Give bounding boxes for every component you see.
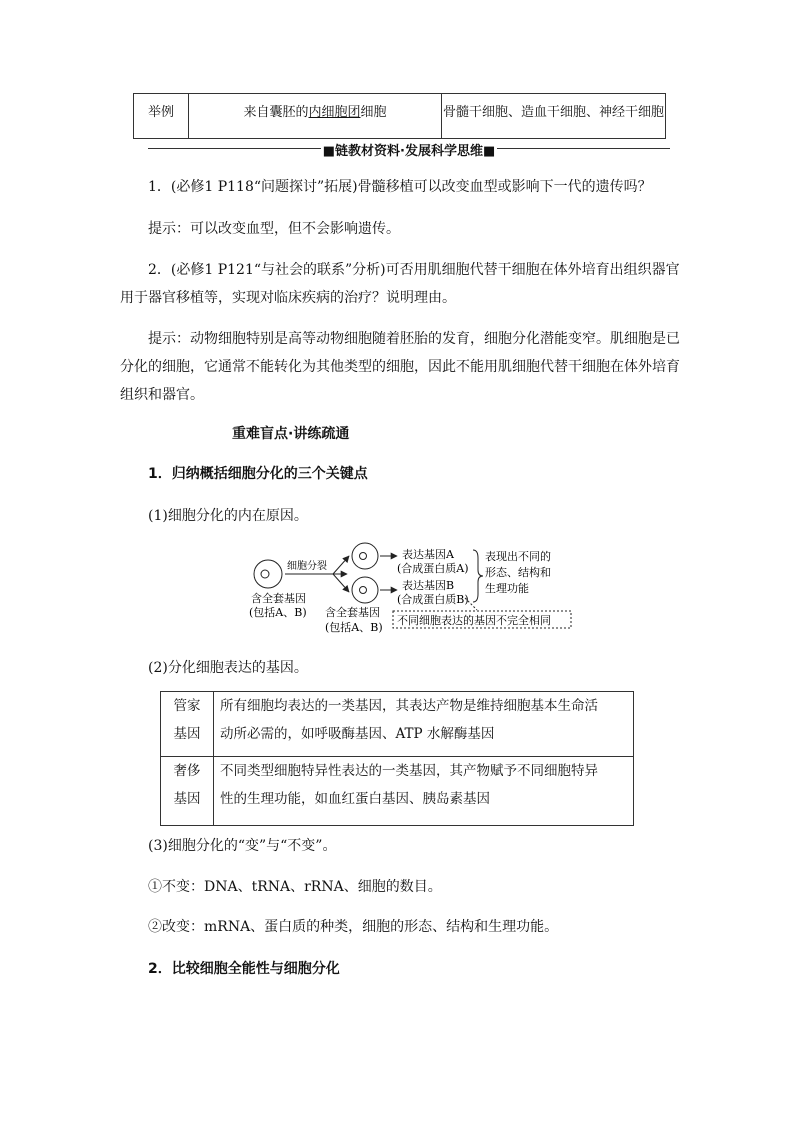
result-line-1: 表现出不同的 [485, 550, 551, 563]
protein-a-label: (合成蛋白质A) [397, 562, 469, 575]
example-header: 举例 [134, 94, 189, 138]
note-text: 不同细胞表达的基因不完全相同 [397, 614, 551, 627]
point-1-sub-3: (3)细胞分化的“变”与“不变”。 [148, 838, 337, 854]
parent-caption-2: (包括A、B) [249, 606, 307, 619]
table-row [161, 757, 634, 826]
division-label: 细胞分裂 [287, 561, 327, 572]
cell-differentiation-diagram [245, 540, 585, 640]
question-2: 2．(必修1 P121“与社会的联系”分析)可否用肌细胞代替干细胞在体外培育出组织器官用于器官移植等，实现对临床疾病的治疗？说明理由。 [120, 262, 680, 306]
hint-2: 提示：动物细胞特别是高等动物细胞随着胚胎的发育，细胞分化潜能变窄。肌细胞是已分化的细胞，它通常不能转化为其他类型的细胞，因此不能用肌细胞代替干细胞在体外培育组织和器官。 [120, 331, 680, 403]
point-2-title: 2．比较细胞全能性与细胞分化 [148, 961, 340, 977]
table-row [161, 692, 634, 757]
daughter-cell-a-icon [352, 543, 378, 569]
luxury-gene-desc: 不同类型细胞特异性表达的一类基因，其产物赋予不同细胞特异 性的生理功能，如血红蛋白基因、胰岛素基因 [214, 757, 634, 826]
changed-list: ②改变：mRNA、蛋白质的种类，细胞的形态、结构和生理功能。 [148, 919, 559, 935]
express-b-label: 表达基因B [402, 579, 455, 592]
result-line-3: 生理功能 [485, 582, 529, 595]
question-1: 1．(必修1 P118“问题探讨”拓展)骨髓移植可以改变血型或影响下一代的遗传吗？ [148, 179, 652, 195]
parent-caption-1: 含全套基因 [251, 592, 306, 605]
express-a-label: 表达基因A [402, 548, 454, 561]
housekeeping-gene-header: 管家 基因 [161, 692, 214, 757]
point-1-sub-1: (1)细胞分化的内在原因。 [148, 508, 308, 524]
point-1-sub-2: (2)分化细胞表达的基因。 [148, 660, 308, 676]
hint-1: 提示：可以改变血型，但不会影响遗传。 [148, 221, 400, 237]
example-table [133, 93, 666, 139]
unchanged-list: ①不变：DNA、tRNA、rRNA、细胞的数目。 [148, 879, 442, 895]
adult-stem-example: 骨髓干细胞、造血干细胞、神经干细胞 [442, 105, 664, 120]
brace-icon [473, 550, 483, 602]
daughter-caption-2: (包括A、B) [325, 621, 383, 634]
daughter-cell-b-icon [352, 577, 378, 603]
gene-table [160, 691, 634, 826]
protein-b-label: (合成蛋白质B) [397, 593, 469, 606]
point-1-title: 1．归纳概括细胞分化的三个关键点 [148, 466, 368, 482]
parent-cell-icon [254, 560, 282, 588]
section-divider [148, 140, 670, 159]
inner-cell-mass-text: 内细胞团 [308, 105, 361, 120]
result-line-2: 形态、结构和 [485, 566, 551, 579]
luxury-gene-header: 奢侈 基因 [161, 757, 214, 826]
section-title: ■链教材资料·发展科学思维■ [322, 144, 496, 159]
daughter-caption-1: 含全套基因 [325, 606, 380, 619]
embryonic-stem-example: 来自囊胚的内细胞团细胞 [189, 94, 442, 138]
subheading: 重难盲点·讲练疏通 [232, 426, 350, 442]
housekeeping-gene-desc: 所有细胞均表达的一类基因，其表达产物是维持细胞基本生命活 动所必需的，如呼吸酶基因、ATP 水解酶基因 [214, 692, 634, 757]
